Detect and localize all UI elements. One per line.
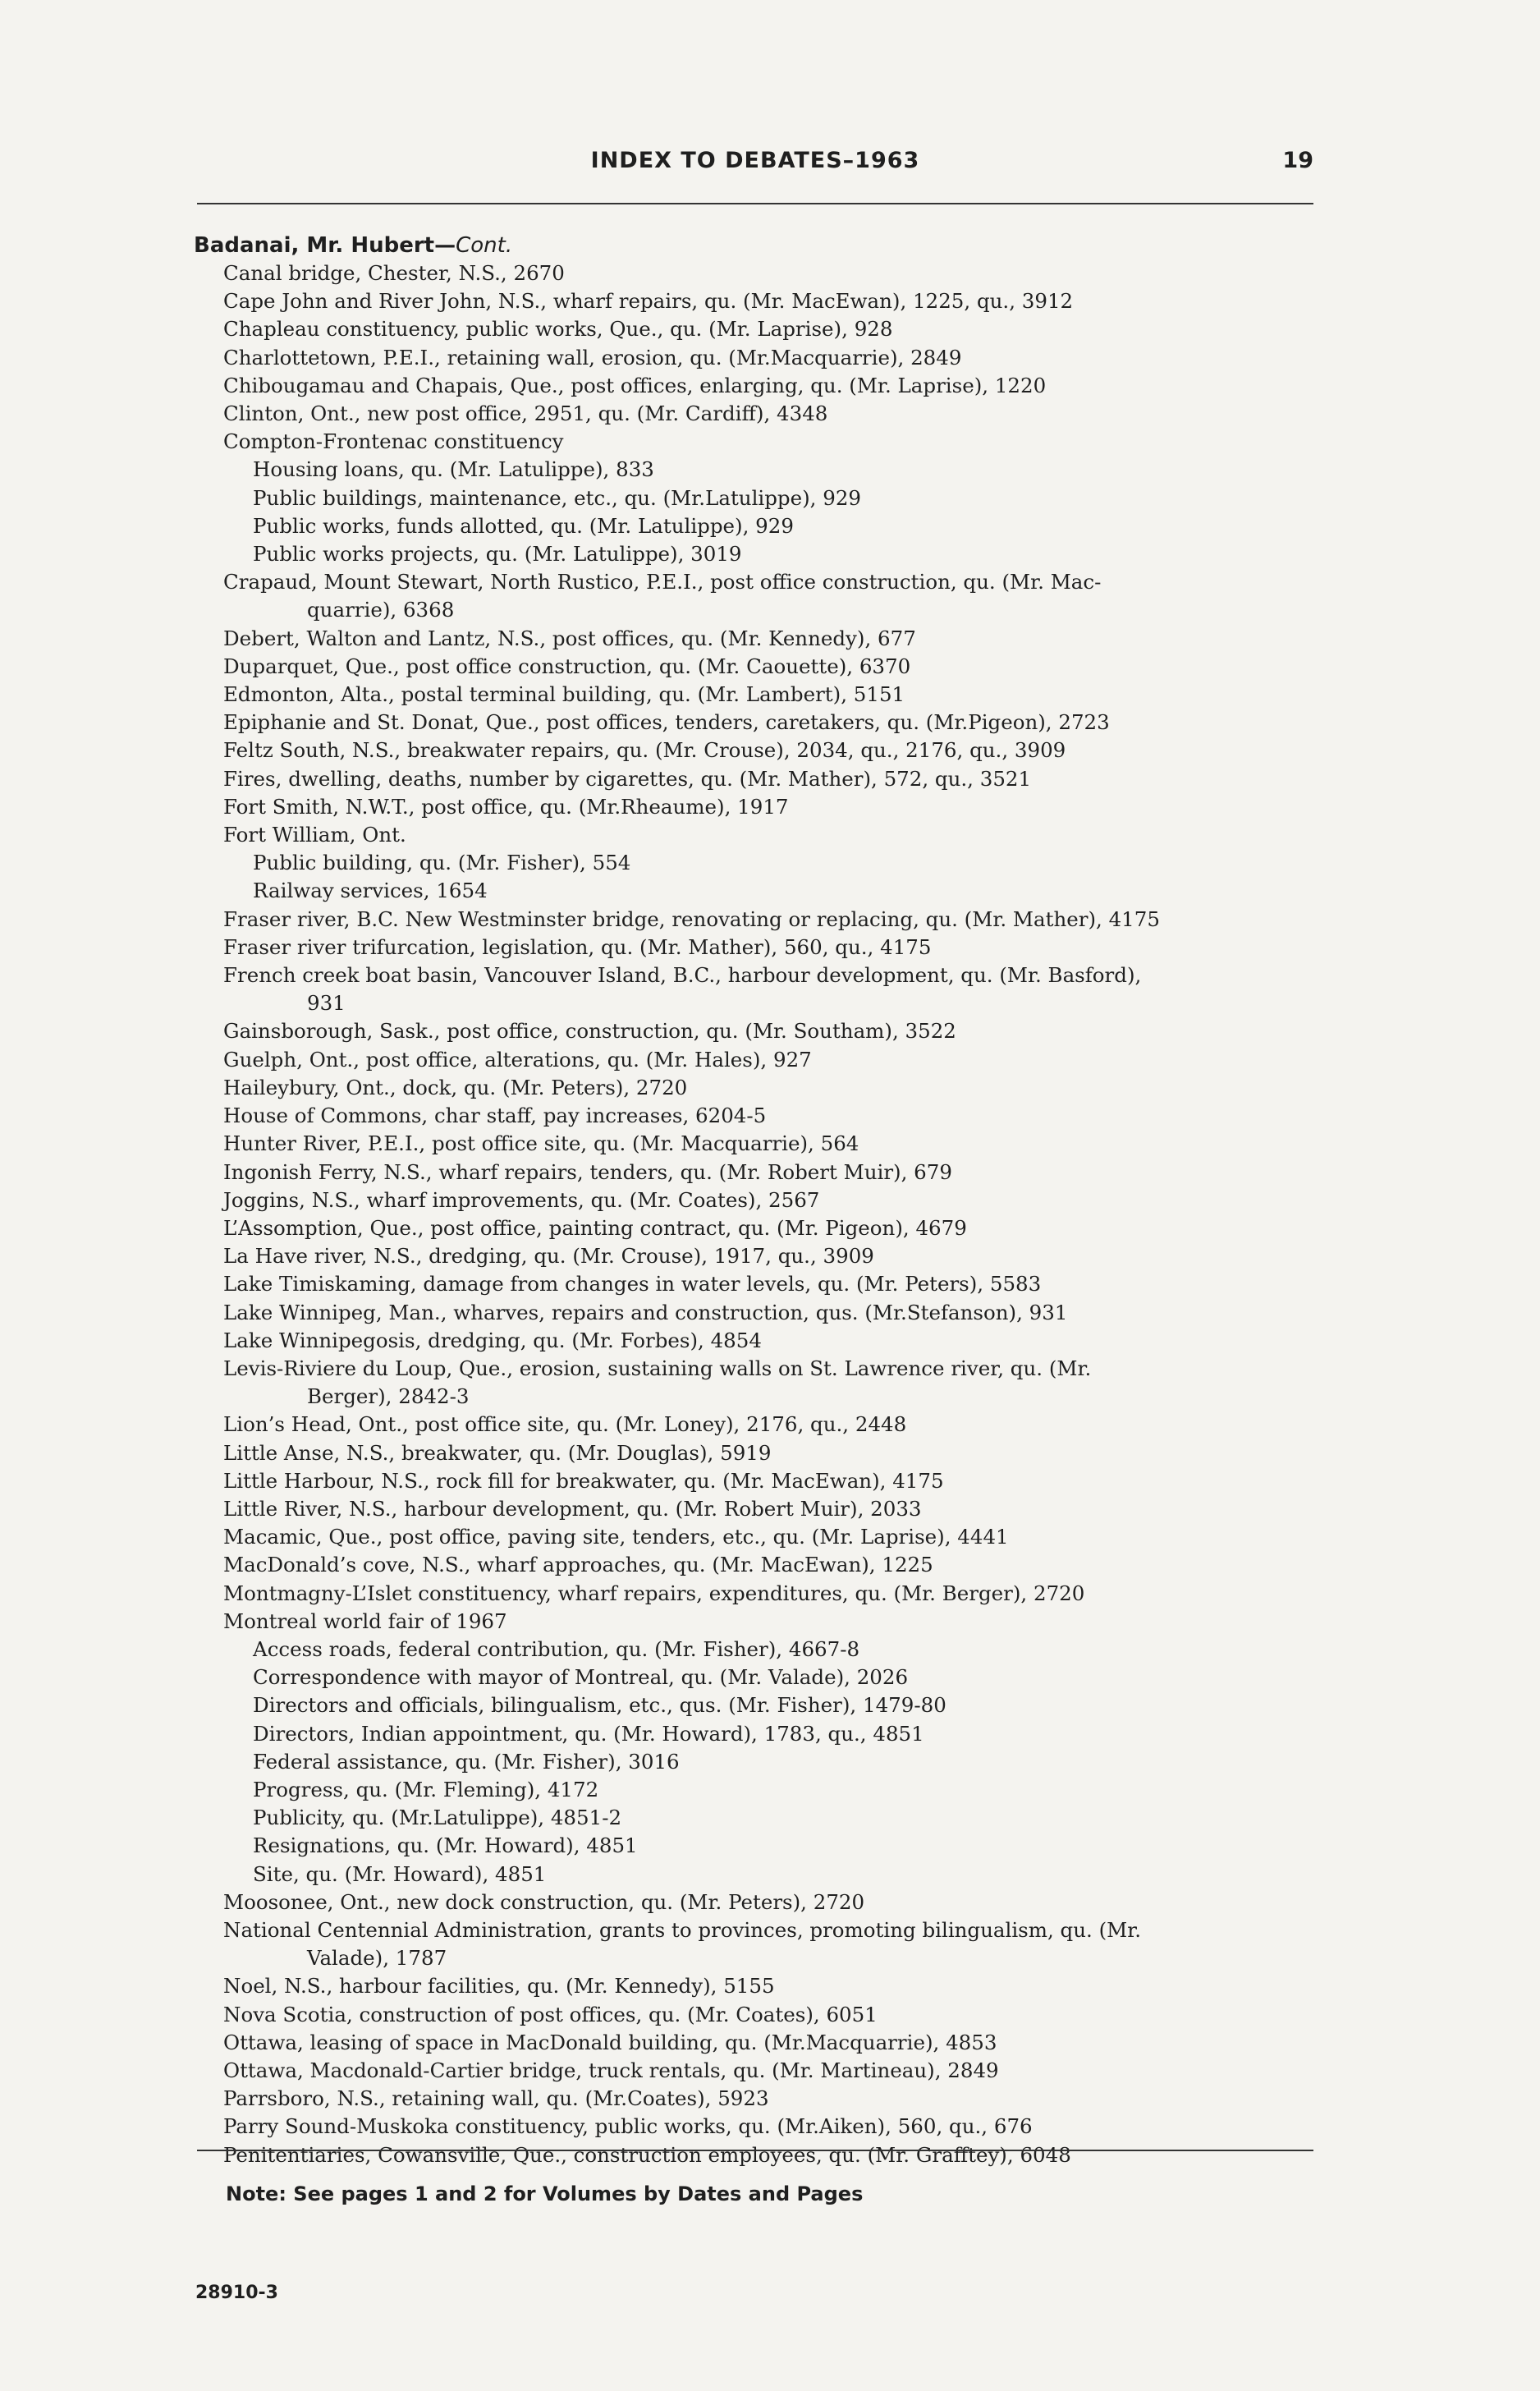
volumes-note: Note: See pages 1 and 2 for Volumes by Dates and Pages (226, 2182, 864, 2205)
index-entry: Nova Scotia, construction of post offices, qu. (Mr. Coates), 6051 (223, 2002, 878, 2026)
index-entry: Lake Winnipeg, Man., wharves, repairs and construction, qus. (Mr.Stefanson), 931 (223, 1300, 1068, 1324)
index-entry-continuation: Valade), 1787 (307, 1946, 447, 1971)
index-subentry: Resignations, qu. (Mr. Howard), 4851 (253, 1833, 638, 1858)
index-subentry: Directors, Indian appointment, qu. (Mr. Howard), 1783, qu., 4851 (253, 1721, 924, 1746)
index-entry: National Centennial Administration, grants to provinces, promoting bilingualism, qu. (Mr. (223, 1917, 1142, 1942)
index-entry: Little Harbour, N.S., rock fill for breakwater, qu. (Mr. MacEwan), 4175 (223, 1468, 944, 1493)
page-header (197, 148, 1313, 189)
index-subentry: Public buildings, maintenance, etc., qu. (Mr.Latulippe), 929 (253, 485, 862, 510)
index-entry: Hunter River, P.E.I., post office site, qu. (Mr. Macquarrie), 564 (223, 1131, 859, 1156)
index-entry: Lion’s Head, Ont., post office site, qu. (Mr. Loney), 2176, qu., 2448 (223, 1412, 907, 1437)
index-entry: French creek boat basin, Vancouver Island, B.C., harbour development, qu. (Mr. Basford), (223, 963, 1142, 988)
index-subentry: Site, qu. (Mr. Howard), 4851 (253, 1861, 547, 1886)
index-entry: Compton-Frontenac constituency (223, 429, 564, 454)
index-entry: L’Assomption, Que., post office, painting contract, qu. (Mr. Pigeon), 4679 (223, 1215, 967, 1240)
index-entry: House of Commons, char staff, pay increases, 6204-5 (223, 1104, 767, 1128)
index-entry: Montreal world fair of 1967 (223, 1609, 507, 1633)
index-entry: Montmagny-L’Islet constituency, wharf repairs, expenditures, qu. (Mr. Berger), 2720 (223, 1581, 1085, 1605)
index-subentry: Public building, qu. (Mr. Fisher), 554 (253, 851, 631, 875)
header-divider (197, 203, 1313, 204)
index-entry: Parry Sound-Muskoka constituency, public works, qu. (Mr.Aiken), 560, qu., 676 (223, 2114, 1033, 2139)
index-entry: Crapaud, Mount Stewart, North Rustico, P.E.I., post office construction, qu. (Mr. Mac- (223, 570, 1102, 594)
index-entry: Debert, Walton and Lantz, N.S., post offices, qu. (Mr. Kennedy), 677 (223, 626, 916, 650)
index-entry: Lake Timiskaming, damage from changes in water levels, qu. (Mr. Peters), 5583 (223, 1272, 1042, 1296)
index-subentry: Directors and officials, bilingualism, etc., qus. (Mr. Fisher), 1479-80 (253, 1693, 946, 1718)
index-entry: Gainsborough, Sask., post office, construction, qu. (Mr. Southam), 3522 (223, 1019, 956, 1044)
index-entry: Haileybury, Ont., dock, qu. (Mr. Peters), 2720 (223, 1075, 688, 1099)
index-entry: Little River, N.S., harbour development, qu. (Mr. Robert Muir), 2033 (223, 1496, 922, 1521)
footer-code: 28910-3 (195, 2283, 278, 2303)
index-entry: Fraser river, B.C. New Westminster bridge, renovating or replacing, qu. (Mr. Mather), 4175 (223, 906, 1160, 931)
index-entry: Fraser river trifurcation, legislation, qu. (Mr. Mather), 560, qu., 4175 (223, 934, 932, 959)
index-entry: Fires, dwelling, deaths, number by cigarettes, qu. (Mr. Mather), 572, qu., 3521 (223, 766, 1032, 791)
index-subentry: Progress, qu. (Mr. Fleming), 4172 (253, 1777, 599, 1801)
index-entry: Levis-Riviere du Loup, Que., erosion, sustaining walls on St. Lawrence river, qu. (Mr. (223, 1356, 1092, 1380)
index-entry-continuation: quarrie), 6368 (307, 598, 455, 622)
section-name: Badanai, Mr. Hubert (194, 233, 435, 258)
index-entry: Little Anse, N.S., breakwater, qu. (Mr. Douglas), 5919 (223, 1440, 772, 1465)
index-entry-continuation: Berger), 2842-3 (307, 1384, 470, 1409)
index-entry: Ingonish Ferry, N.S., wharf repairs, tenders, qu. (Mr. Robert Muir), 679 (223, 1159, 952, 1184)
index-entry: Canal bridge, Chester, N.S., 2670 (223, 261, 565, 285)
section-suffix: Cont. (456, 233, 513, 258)
index-entry: Parrsboro, N.S., retaining wall, qu. (Mr.Coates), 5923 (223, 2086, 769, 2111)
index-entry: Cape John and River John, N.S., wharf repairs, qu. (Mr. MacEwan), 1225, qu., 3912 (223, 289, 1074, 314)
index-entry: Macamic, Que., post office, paving site, tenders, etc., qu. (Mr. Laprise), 4441 (223, 1525, 1009, 1549)
index-entry: Ottawa, leasing of space in MacDonald building, qu. (Mr.Macquarrie), 4853 (223, 2030, 997, 2054)
section-heading: Badanai, Mr. Hubert—Cont. (194, 233, 513, 258)
index-entry-continuation: 931 (307, 991, 346, 1016)
index-entry: Feltz South, N.S., breakwater repairs, qu. (Mr. Crouse), 2034, qu., 2176, qu., 3909 (223, 738, 1066, 763)
index-subentry: Federal assistance, qu. (Mr. Fisher), 3016 (253, 1749, 680, 1774)
index-entry: Fort William, Ont. (223, 823, 406, 847)
index-entry: Chapleau constituency, public works, Que., qu. (Mr. Laprise), 928 (223, 317, 893, 342)
index-entry: Moosonee, Ont., new dock construction, qu. (Mr. Peters), 2720 (223, 1889, 865, 1914)
index-entry: Edmonton, Alta., postal terminal building, qu. (Mr. Lambert), 5151 (223, 682, 905, 707)
index-entry: Guelph, Ont., post office, alterations, qu. (Mr. Hales), 927 (223, 1047, 812, 1072)
index-entry: Charlottetown, P.E.I., retaining wall, erosion, qu. (Mr.Macquarrie), 2849 (223, 345, 962, 369)
index-entry: Penitentiaries, Cowansville, Que., construction employees, qu. (Mr. Grafftey), 6048 (223, 2142, 1071, 2167)
index-entry: Clinton, Ont., new post office, 2951, qu. (Mr. Cardiff), 4348 (223, 402, 828, 426)
index-entry: Chibougamau and Chapais, Que., post offices, enlarging, qu. (Mr. Laprise), 1220 (223, 373, 1047, 397)
index-list (194, 232, 1327, 2169)
index-entry: Joggins, N.S., wharf improvements, qu. (Mr. Coates), 2567 (223, 1187, 820, 1212)
index-entry: Epiphanie and St. Donat, Que., post offices, tenders, caretakers, qu. (Mr.Pigeon), 2723 (223, 710, 1110, 735)
index-subentry: Access roads, federal contribution, qu. (Mr. Fisher), 4667-8 (253, 1636, 860, 1661)
index-entry: Duparquet, Que., post office construction, qu. (Mr. Caouette), 6370 (223, 654, 911, 678)
page-title: INDEX TO DEBATES–1963 (590, 148, 920, 173)
index-subentry: Railway services, 1654 (253, 879, 488, 903)
index-subentry: Correspondence with mayor of Montreal, qu. (Mr. Valade), 2026 (253, 1665, 909, 1690)
page-number: 19 (1282, 148, 1313, 173)
index-entry: Noel, N.S., harbour facilities, qu. (Mr. Kennedy), 5155 (223, 1974, 775, 1999)
index-entry: Lake Winnipegosis, dredging, qu. (Mr. Forbes), 4854 (223, 1328, 762, 1352)
index-subentry: Publicity, qu. (Mr.Latulippe), 4851-2 (253, 1806, 622, 1830)
index-subentry: Housing loans, qu. (Mr. Latulippe), 833 (253, 457, 654, 482)
index-entry: Ottawa, Macdonald-Cartier bridge, truck rentals, qu. (Mr. Martineau), 2849 (223, 2058, 999, 2082)
index-subentry: Public works, funds allotted, qu. (Mr. Latulippe), 929 (253, 513, 794, 538)
index-subentry: Public works projects, qu. (Mr. Latulippe), 3019 (253, 542, 742, 567)
footer-divider (197, 2150, 1313, 2151)
index-entry: La Have river, N.S., dredging, qu. (Mr. Crouse), 1917, qu., 3909 (223, 1244, 874, 1269)
index-entry: MacDonald’s cove, N.S., wharf approaches, qu. (Mr. MacEwan), 1225 (223, 1553, 933, 1577)
index-entry: Fort Smith, N.W.T., post office, qu. (Mr.Rheaume), 1917 (223, 794, 789, 819)
